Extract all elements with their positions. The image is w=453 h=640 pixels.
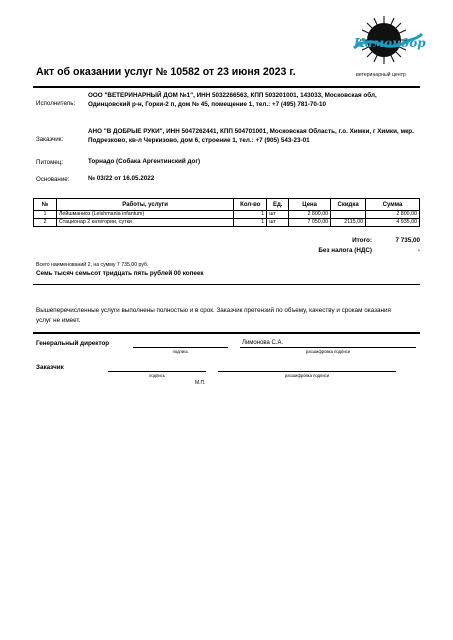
- director-decode-line: [240, 347, 416, 348]
- row-quantity: 1: [234, 219, 267, 227]
- vat-value: -: [417, 247, 420, 254]
- row-price: 7 050,00: [289, 219, 331, 227]
- customer-decode-line: [218, 371, 396, 372]
- customer-sign-label: Заказчик: [36, 364, 64, 371]
- customer-sign-caption: подпись: [149, 373, 165, 378]
- customer-label: Заказчик:: [36, 136, 64, 143]
- col-price: Цена: [289, 199, 331, 211]
- row-sum: 2 800,00: [366, 211, 420, 219]
- customer-signature-line[interactable]: [108, 371, 206, 372]
- director-label: Генеральный директор: [36, 340, 110, 347]
- logo-caption: ветеринарный центр: [356, 72, 406, 78]
- row-discount: 2115,00: [331, 219, 366, 227]
- col-discount: Скидка: [331, 199, 366, 211]
- row-number: 1: [34, 211, 57, 219]
- divider: [33, 284, 420, 285]
- director-sign-caption: подпись: [172, 349, 189, 354]
- col-service: Работы, услуги: [56, 199, 233, 211]
- executor-label: Исполнитель:: [36, 100, 76, 107]
- director-signature-line[interactable]: [133, 347, 228, 348]
- row-quantity: 1: [234, 211, 267, 219]
- header-rule: [33, 86, 420, 88]
- row-sum: 4 935,00: [366, 219, 420, 227]
- col-quantity: Кол-во: [234, 199, 267, 211]
- table-row: [34, 211, 420, 219]
- amount-in-words: Семь тысяч семьсот тридцать пять рублей 00 копеек: [36, 270, 204, 277]
- col-unit: Ед.: [267, 199, 289, 211]
- basis-label: Основание:: [36, 176, 70, 183]
- row-unit: шт: [267, 219, 289, 227]
- completion-statement: Вышеперечисленные услуги выполнены полностью и в срок. Заказчик претензий по объему, качеству и срокам оказания услуг не имеет.: [36, 307, 391, 324]
- basis-value: № 03/22 от 16.05.2022: [88, 175, 155, 182]
- customer-decode-caption: расшифровка подписи: [284, 373, 330, 378]
- row-discount: [331, 211, 366, 219]
- total-value: 7 735,00: [395, 237, 420, 244]
- vat-label: Без налога (НДС): [318, 247, 372, 254]
- col-sum: Сумма: [366, 199, 420, 211]
- row-service: Лейшманиоз (Leishmania infantum): [56, 211, 233, 219]
- document-title: Акт об оказании услуг № 10582 от 23 июня 2023 г.: [36, 66, 296, 78]
- divider-thick: [33, 332, 420, 334]
- count-line: Всего наименований 2, на сумму 7 735,00 руб.: [36, 262, 149, 268]
- customer-value: АНО "В ДОБРЫЕ РУКИ", ИНН 5047262441, КПП 504701001, Московская Область, г.о. Химки, г Химки, мкр. Подрезково, кв-л Черкизово, дом 6, строение 1, тел.: +7 (905) 543-23-01: [88, 128, 414, 145]
- total-label: Итого:: [352, 237, 372, 244]
- table-header-row: [34, 199, 420, 211]
- services-table: [33, 198, 420, 227]
- stamp-place: М.П.: [195, 380, 206, 386]
- logo-wordmark: Камондор: [354, 36, 426, 50]
- row-number: 2: [34, 219, 57, 227]
- pet-value: Торнадо (Собака Аргентинский дог): [88, 158, 201, 165]
- director-name: Лимонова С.А.: [242, 340, 284, 346]
- table-row: [34, 219, 420, 227]
- row-price: 2 800,00: [289, 211, 331, 219]
- pet-label: Питомец:: [36, 159, 64, 166]
- director-decode-caption: расшифровка подписи: [305, 349, 351, 354]
- col-number: №: [34, 199, 57, 211]
- row-unit: шт: [267, 211, 289, 219]
- executor-value: ООО "ВЕТЕРИНАРНЫЙ ДОМ №1", ИНН 5032266563, КПП 503201001, 143033, Московская обл, Одинцовский р-н, Горки-2 п, дом № 45, помещение 1, тел.: +7 (495) 781-70-10: [88, 92, 377, 109]
- row-service: Стационар 2 категории, сутки: [56, 219, 233, 227]
